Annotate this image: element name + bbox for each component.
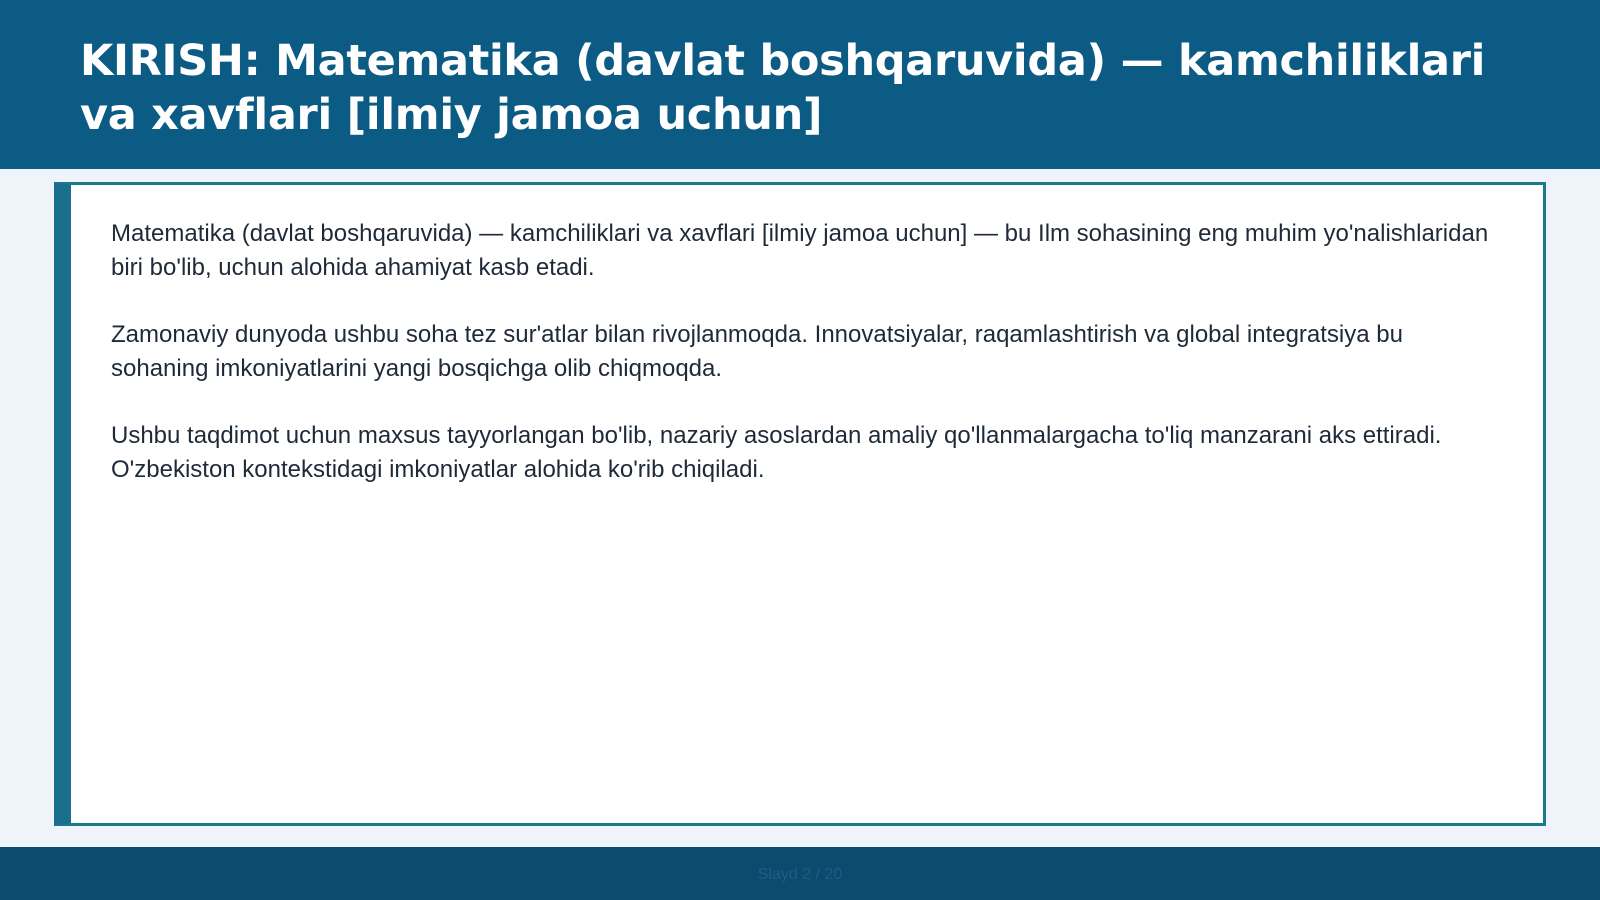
presentation-purpose-paragraph: Ushbu taqdimot uchun maxsus tayyorlangan bo'lib, nazariy asoslardan amaliy qo'llanmalargacha to'liq manzarani aks ettiradi. O'zbekiston kontekstidagi imkoniyatlar alohida ko'rib chiqiladi. bbox=[111, 422, 1442, 483]
footer-bar bbox=[0, 847, 1600, 900]
slide-title: KIRISH: Matematika (davlat boshqaruvida) — kamchiliklari va xavflari [ilmiy jamoa uchun] bbox=[80, 36, 1486, 140]
header-bar bbox=[0, 0, 1600, 169]
modern-world-paragraph: Zamonaviy dunyoda ushbu soha tez sur'atlar bilan rivojlanmoqda. Innovatsiyalar, raqamlashtirish va global integratsiya bu sohaning imkoniyatlarini yangi bosqichga olib chiqmoqda. bbox=[111, 321, 1403, 382]
content-card bbox=[54, 182, 1546, 826]
intro-paragraph: Matematika (davlat boshqaruvida) — kamchiliklari va xavflari [ilmiy jamoa uchun] — bu Ilm sohasining eng muhim yo'nalishlaridan biri bo'lib, uchun alohida ahamiyat kasb etadi. bbox=[111, 220, 1489, 281]
slide-number: Slayd 2 / 20 bbox=[757, 866, 843, 883]
